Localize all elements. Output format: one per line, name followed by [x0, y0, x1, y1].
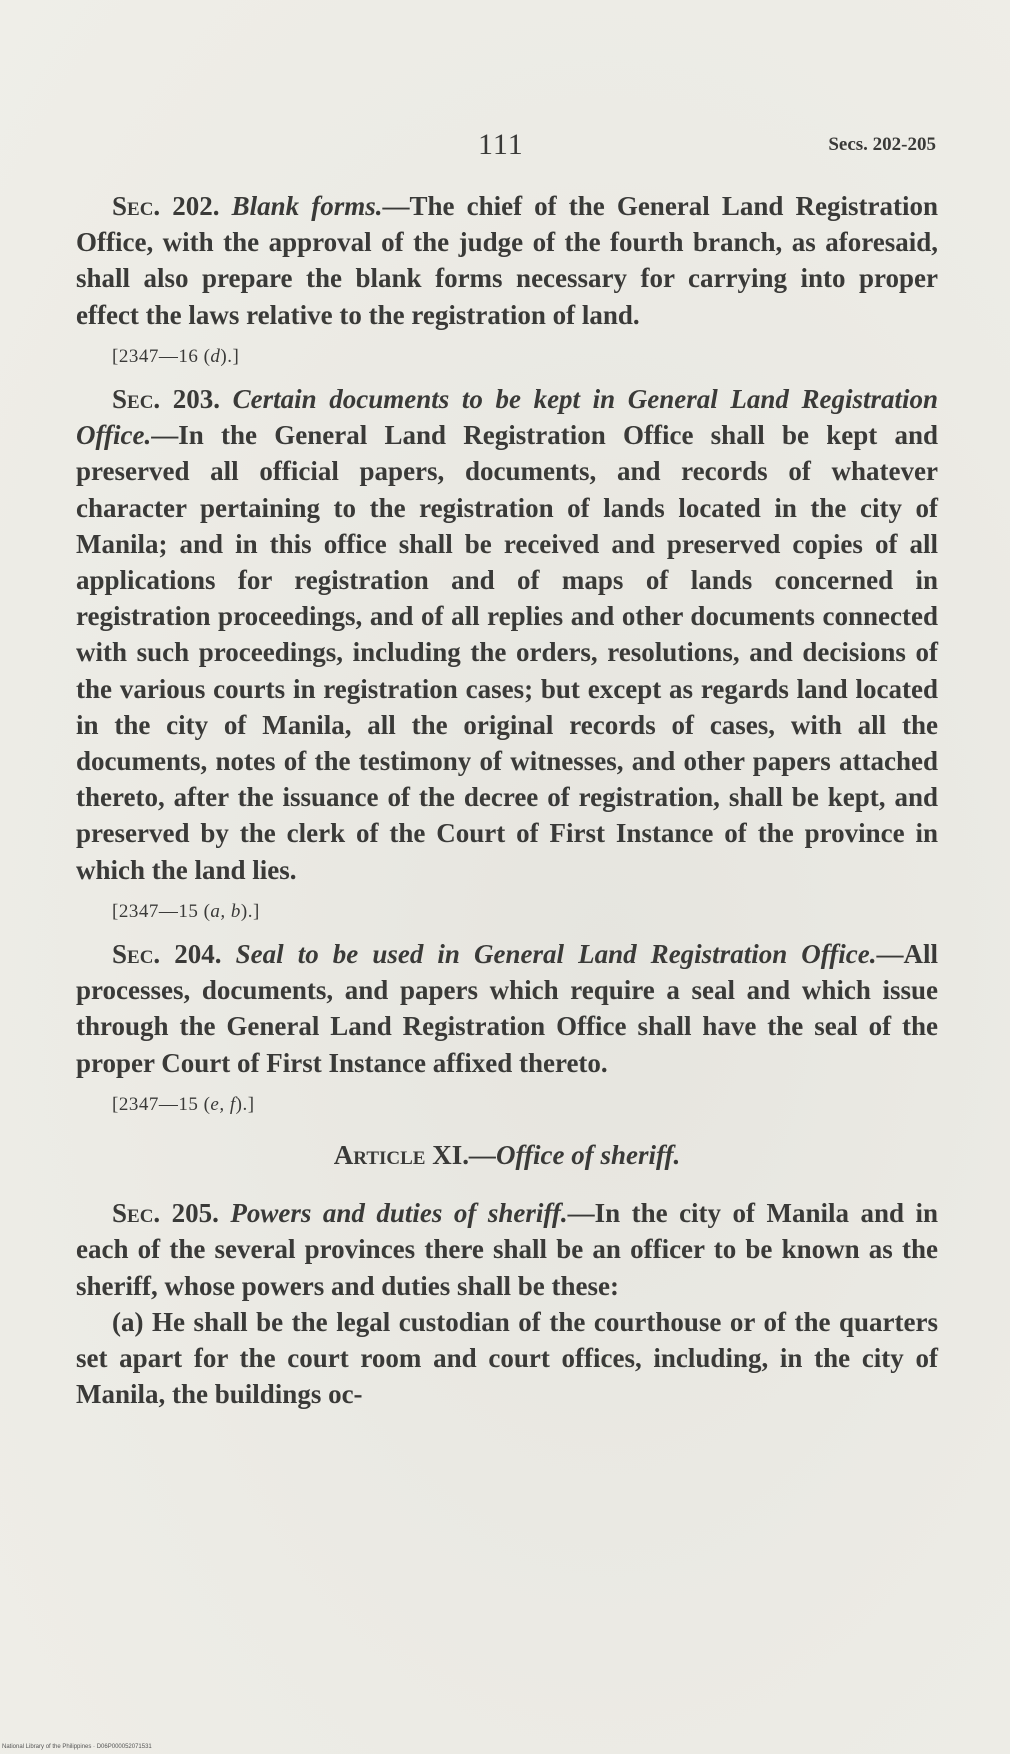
sec-number: 205.: [171, 1198, 219, 1229]
citation-post: ).]: [220, 345, 240, 367]
sec-label: Sec.: [112, 191, 161, 221]
citation-post: ).]: [235, 1093, 255, 1115]
sec-text: —In the city of Manila and in each of the several provinces there shall be an officer to be known as the sheriff, whose powers and duties shall be these:: [76, 1198, 939, 1301]
para-text: He shall be the legal custodian of the courthouse or of the quarters set apart for the court room and court offices, including, in the city of Manila, the buildings oc-: [76, 1306, 938, 1410]
citation: [112, 339, 938, 375]
sec-text: —In the General Land Registration Office shall be kept and preserved all official papers, documents, and records of whatever character pertaining to the registration of lands located in the city of Manila; and in this office shall be received and preserved copies of all applications for registration and of maps of lands concerned in registration proceedings, and of all replies and other documents connected with such proceedings, including the orders, resolutions, and decisions of the various courts in registration cases; but except as regards land located in the city of Manila, all the original records of cases, with all the documents, notes of the testimony of witnesses, and other papers attached thereto, after the issuance of the decree of registration, shall be kept, and preserved by the clerk of the Court of First Instance of the province in which the land lies.: [76, 420, 938, 885]
para-marker: (a): [112, 1306, 144, 1337]
citation-post: ).]: [240, 900, 260, 922]
section-202: [76, 188, 938, 333]
sec-number: 202.: [172, 191, 220, 221]
sec-title: Blank forms.: [231, 191, 383, 221]
section-204: [76, 936, 938, 1081]
paragraph-a: [76, 1304, 938, 1413]
page-number: 111: [478, 128, 524, 161]
sec-title: Certain documents to be kept in General Land Registration Office.: [76, 384, 939, 451]
citation: [112, 894, 938, 930]
citation-pre: [2347—16 (: [112, 345, 211, 367]
sec-label: Sec.: [112, 939, 161, 970]
sec-text: —All processes, documents, and papers which require a seal and which issue through the General Land Registration Office shall have the seal of the proper Court of First Instance affixed thereto.: [76, 939, 939, 1078]
sec-label: Sec.: [112, 384, 161, 415]
article-heading: [76, 1137, 938, 1173]
citation-it: d: [210, 345, 221, 367]
sec-title: Powers and duties of sheriff.: [230, 1198, 568, 1229]
sec-label: Sec.: [112, 1198, 161, 1229]
sec-text: —The chief of the General Land Registration Office, with the approval of the judge of the fourth branch, as aforesaid, shall also prepare the blank forms necessary for carrying into proper effect the laws relative to the registration of land.: [76, 191, 938, 330]
citation-pre: [2347—15 (: [112, 1093, 211, 1115]
sec-number: 204.: [174, 939, 222, 970]
section-203: [76, 381, 938, 888]
article-label: Article XI.: [333, 1140, 469, 1171]
section-range: Secs. 202-205: [828, 134, 936, 155]
section-205: [76, 1195, 938, 1304]
citation-it: e, f: [210, 1093, 236, 1115]
article-title: —Office of sheriff.: [468, 1140, 681, 1171]
sec-title: Seal to be used in General Land Registration Office.: [235, 939, 877, 970]
sec-number: 203.: [172, 384, 221, 415]
citation-it: a, b: [210, 900, 241, 922]
page-header: [76, 128, 936, 168]
citation: [112, 1087, 938, 1123]
scan-footer-note: National Library of the Philippines · D06P000052071531: [2, 1744, 152, 1750]
body-text: [76, 188, 938, 1413]
citation-pre: [2347—15 (: [112, 900, 211, 922]
